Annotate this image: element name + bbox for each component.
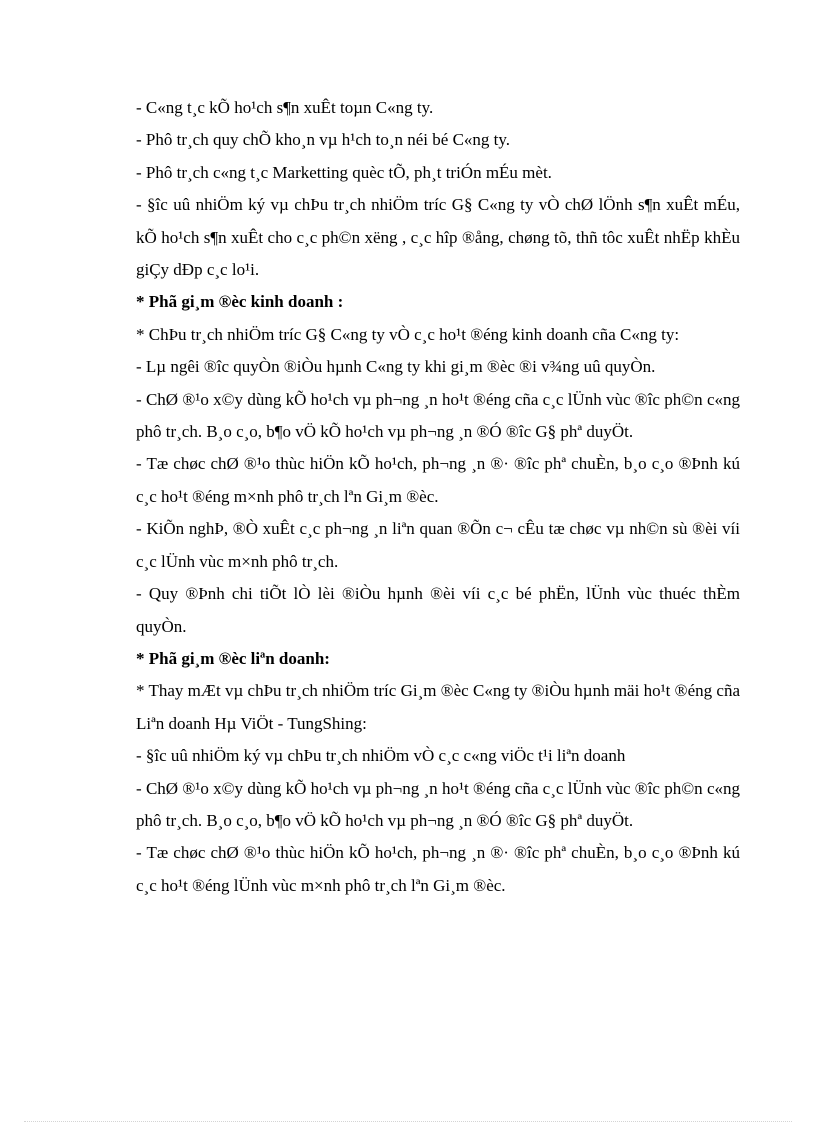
paragraph-3: - Phô tr¸ch c«ng t¸c Marketting quèc tÕ, ph¸t triÓn mÉu mèt.	[136, 162, 552, 182]
section-heading-kinh-doanh: * Phã gi¸m ®èc kinh doanh :	[136, 292, 344, 312]
paragraph-13: * Thay mÆt vµ chÞu tr¸ch nhiÖm tríc Gi¸m ®èc C«ng ty ®iÒu hµnh mäi ho¹t ®éng cña Liªn doanh Hµ ViÖt - TungShing:	[136, 681, 740, 733]
document-page	[136, 92, 740, 902]
paragraph-7: - Lµ ngêi ®îc quyÒn ®iÒu hµnh C«ng ty khi gi¸m ®èc ®i v¾ng uû quyÒn.	[136, 357, 656, 377]
paragraph-15: - ChØ ®¹o x©y dùng kÕ ho¹ch vµ ph¬ng ¸n ho¹t ®éng cña c¸c lÜnh vùc ®îc ph©n c«ng phô tr¸ch. B¸o c¸o, b¶o vÖ kÕ ho¹ch vµ ph¬ng ¸n ®Ó ®îc G§ phª duyÖt.	[136, 778, 740, 830]
section-heading-lien-doanh: * Phã gi¸m ®èc liªn doanh:	[136, 648, 330, 668]
paragraph-4: - §îc uû nhiÖm ký vµ chÞu tr¸ch nhiÖm tríc G§ C«ng ty vÒ chØ lÖnh s¶n xuÊt mÉu, kÕ ho¹ch s¶n xuÊt cho c¸c ph©n xëng , c¸c hîp ®ång, chøng tõ, thñ tôc xuÊt nhËp khÈu giÇy dÐp c¸c lo¹i.	[136, 195, 740, 280]
paragraph-10: - KiÕn nghÞ, ®Ò xuÊt c¸c ph¬ng ¸n liªn quan ®Õn c¬ cÊu tæ chøc vµ nh©n sù ®èi víi c¸c lÜnh vùc m×nh phô tr¸ch.	[136, 519, 740, 571]
paragraph-9: - Tæ chøc chØ ®¹o thùc hiÖn kÕ ho¹ch, ph¬ng ¸n ®· ®îc phª chuÈn, b¸o c¸o ®Þnh kú c¸c ho¹t ®éng m×nh phô tr¸ch lªn Gi¸m ®èc.	[136, 454, 740, 506]
paragraph-14: - §îc uû nhiÖm ký vµ chÞu tr¸ch nhiÖm vÒ c¸c c«ng viÖc t¹i liªn doanh	[136, 746, 626, 766]
paragraph-11: - Quy ®Þnh chi tiÕt lÒ lèi ®iÒu hµnh ®èi víi c¸c bé phËn, lÜnh vùc thuéc thÈm quyÒn.	[136, 584, 740, 636]
paragraph-2: - Phô tr¸ch quy chÕ kho¸n vµ h¹ch to¸n néi bé C«ng ty.	[136, 130, 511, 150]
page-bottom-divider	[24, 1121, 792, 1122]
paragraph-16: - Tæ chøc chØ ®¹o thùc hiÖn kÕ ho¹ch, ph¬ng ¸n ®· ®îc phª chuÈn, b¸o c¸o ®Þnh kú c¸c ho¹t ®éng lÜnh vùc m×nh phô tr¸ch lªn Gi¸m ®èc.	[136, 843, 740, 895]
paragraph-6: * ChÞu tr¸ch nhiÖm tríc G§ C«ng ty vÒ c¸c ho¹t ®éng kinh doanh cña C«ng ty:	[136, 324, 680, 344]
paragraph-8: - ChØ ®¹o x©y dùng kÕ ho¹ch vµ ph¬ng ¸n ho¹t ®éng cña c¸c lÜnh vùc ®îc ph©n c«ng phô tr¸ch. B¸o c¸o, b¶o vÖ kÕ ho¹ch vµ ph¬ng ¸n ®Ó ®îc G§ phª duyÖt.	[136, 389, 740, 442]
paragraph-1: - C«ng t¸c kÕ ho¹ch s¶n xuÊt toµn C«ng ty.	[136, 98, 434, 117]
